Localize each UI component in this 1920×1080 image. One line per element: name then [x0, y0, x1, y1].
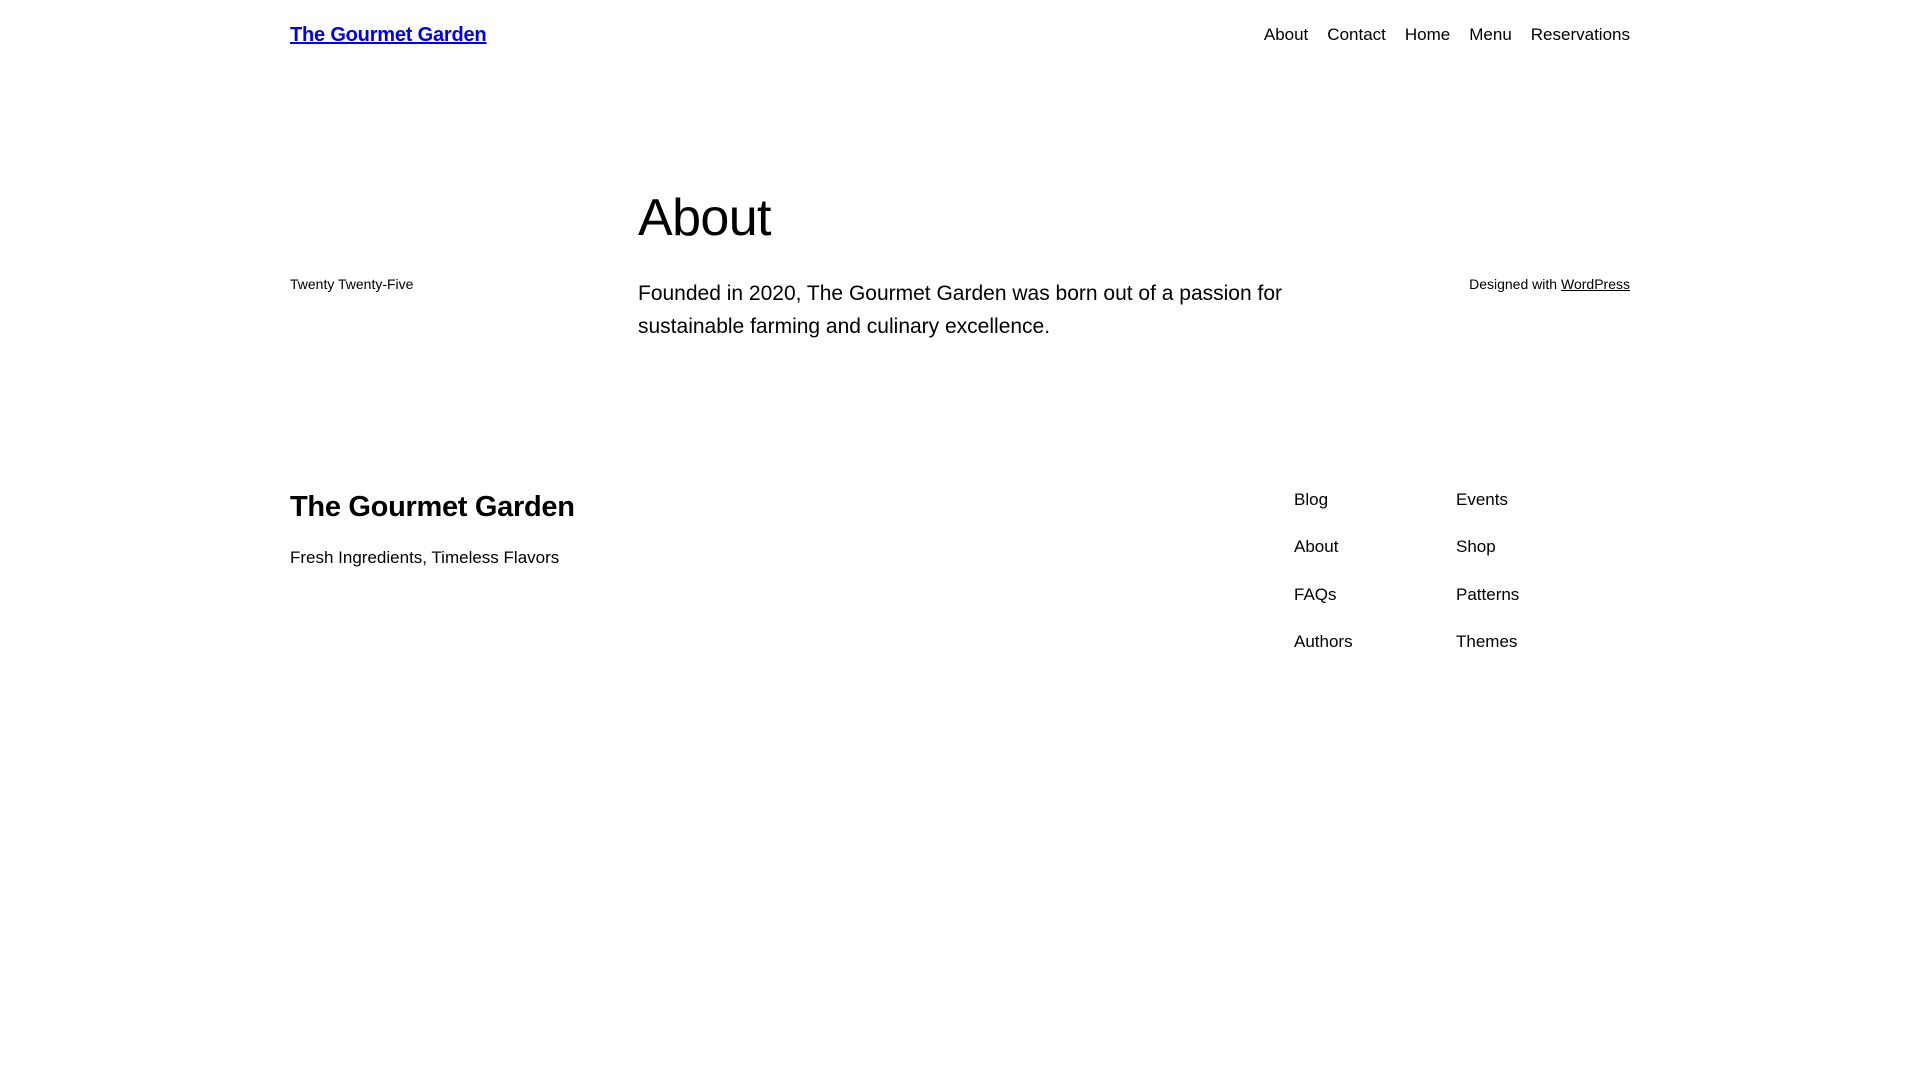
nav-item-menu[interactable]: Menu [1469, 24, 1512, 44]
footer-link-patterns[interactable]: Patterns [1456, 584, 1520, 604]
footer-site-title: The Gourmet Garden [290, 491, 575, 523]
footer-link-about[interactable]: About [1294, 537, 1339, 557]
site-header [0, 0, 1920, 70]
page-title: About [638, 189, 771, 247]
footer-link-shop[interactable]: Shop [1456, 537, 1496, 557]
footer-link-themes[interactable]: Themes [1456, 632, 1518, 652]
site-title[interactable]: The Gourmet Garden [290, 24, 487, 46]
footer-link-faqs[interactable]: FAQs [1294, 584, 1337, 604]
site-footer [0, 490, 1920, 653]
theme-name: Twenty Twenty-Five [290, 276, 414, 292]
footer-link-events[interactable]: Events [1456, 490, 1508, 509]
footer-link-blog[interactable]: Blog [1294, 490, 1329, 509]
footer-link-columns [1294, 490, 1618, 653]
nav-item-about[interactable]: About [1263, 24, 1309, 44]
main-content [638, 190, 1338, 343]
footer-tagline: Fresh Ingredients, Timeless Flavors [290, 547, 560, 567]
footer-bottom-bar [290, 276, 1630, 293]
footer-link-authors[interactable]: Authors [1294, 632, 1353, 652]
footer-column-one [1294, 490, 1456, 653]
footer-top [290, 490, 1630, 653]
footer-column-two [1456, 490, 1618, 653]
nav-item-reservations[interactable]: Reservations [1530, 24, 1630, 44]
credit-prefix: Designed with [1469, 276, 1558, 292]
wordpress-link[interactable]: WordPress [1561, 276, 1630, 292]
page-intro-text: Founded in 2020, The Gourmet Garden was born out of a passion for sustainable farming and culinary excellence. [638, 282, 1283, 338]
nav-item-home[interactable]: Home [1404, 24, 1451, 44]
footer-credit [1469, 276, 1630, 293]
main-navigation [1264, 25, 1630, 45]
nav-item-contact[interactable]: Contact [1327, 24, 1386, 44]
footer-brand [290, 490, 575, 570]
